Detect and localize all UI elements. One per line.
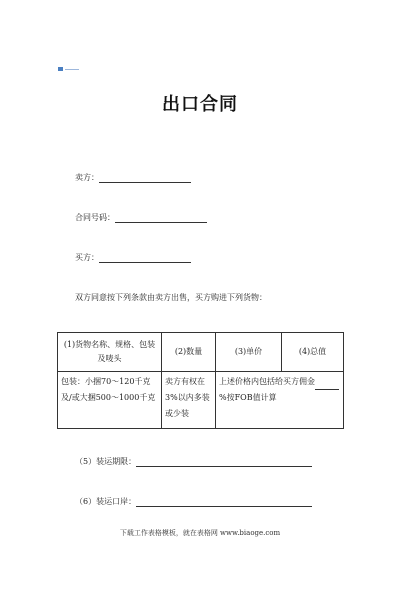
seller-blank-line — [99, 174, 191, 183]
intro-text: 双方同意按下列条款由卖方出售，买方购进下列货物： — [75, 293, 267, 302]
loading-port-label: （6）装运口岸： — [75, 497, 137, 506]
document-title: 出口合同 — [162, 94, 238, 115]
header-unit-price: (3)单价 — [216, 333, 282, 372]
cell-quantity: 卖方有权在3%以内多装或少装 — [162, 372, 216, 429]
loading-port-field — [75, 496, 312, 507]
seller-label: 卖方： — [75, 173, 99, 182]
commission-blank — [315, 381, 339, 390]
buyer-label: 买方： — [75, 253, 99, 262]
table-header-row — [58, 333, 344, 372]
table-row — [58, 372, 344, 429]
shipment-time-blank-line — [136, 458, 312, 467]
footer-text: 下载工作表格模板，就在表格网 www.biaoge.com — [119, 529, 281, 537]
price-text-post: %按FOB值计算 — [219, 393, 277, 402]
contract-number-field — [75, 212, 207, 223]
buyer-field — [75, 252, 191, 263]
price-text-pre: 上述价格内包括给买方佣金 — [219, 377, 315, 386]
shipment-time-label: （5）装运期限： — [75, 457, 137, 466]
shipment-time-field — [75, 456, 312, 467]
logo-bar — [65, 69, 79, 70]
loading-port-blank-line — [136, 498, 312, 507]
cell-price — [216, 372, 344, 429]
logo-mark — [58, 67, 80, 71]
buyer-blank-line — [99, 254, 191, 263]
seller-field — [75, 172, 191, 183]
cell-goods: 包装：小捆70～120千克及/或大捆500～1000千克 — [58, 372, 162, 429]
goods-table — [57, 332, 344, 429]
contract-number-label: 合同号码： — [75, 213, 115, 222]
header-goods: (1)货物名称、规格、包装及唛头 — [58, 333, 162, 372]
contract-number-blank-line — [115, 214, 207, 223]
logo-dot — [58, 67, 63, 71]
header-total: (4)总值 — [282, 333, 344, 372]
header-quantity: (2)数量 — [162, 333, 216, 372]
